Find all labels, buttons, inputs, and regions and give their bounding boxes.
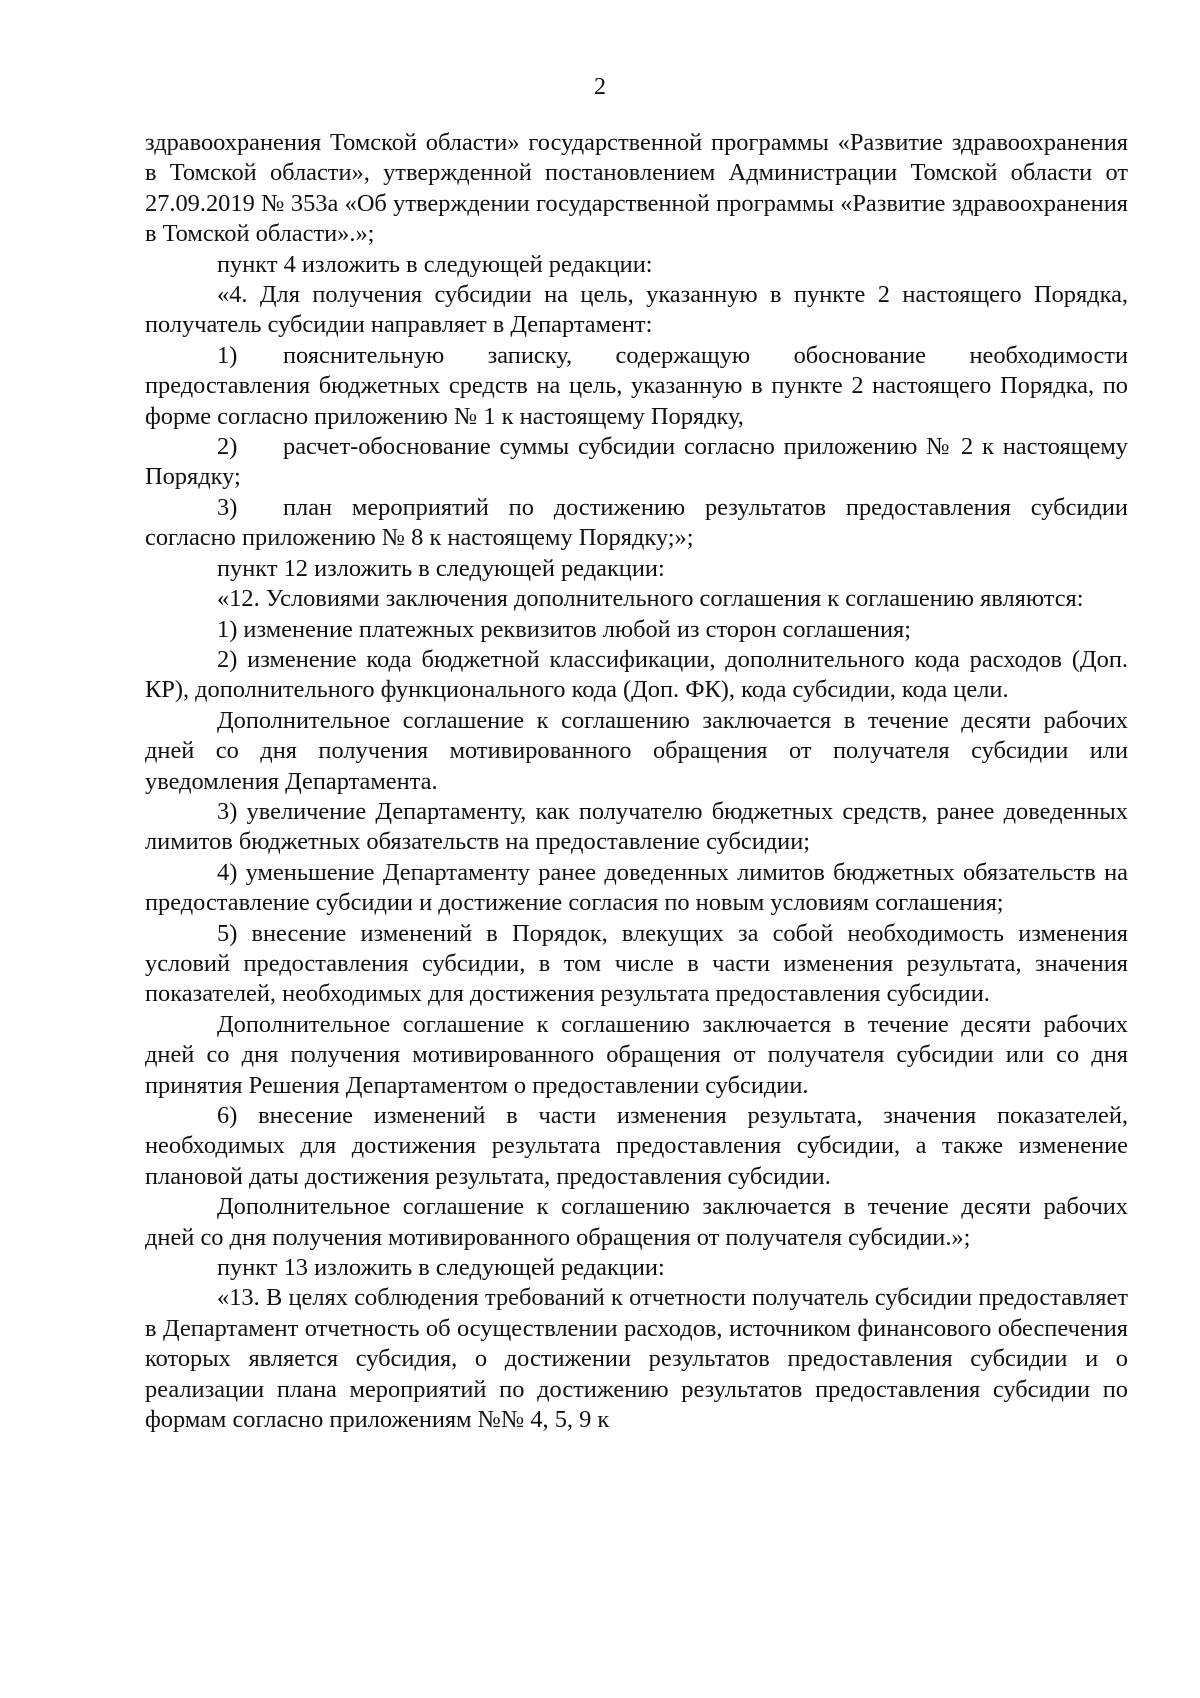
- item-number: 1): [217, 341, 238, 369]
- document-body: [145, 128, 1128, 1435]
- paragraph-17: Дополнительное соглашение к соглашению заключается в течение десяти рабочих дней со дня получения мотивированного обращения от получателя субсидии.»;: [145, 1193, 1128, 1251]
- paragraph-9: 1) изменение платежных реквизитов любой из сторон соглашения;: [217, 615, 912, 643]
- paragraph-2: пункт 4 изложить в следующей редакции:: [217, 250, 653, 278]
- item-text: расчет-обоснование суммы субсидии согласно приложению № 2 к настоящему Порядку;: [145, 433, 1128, 491]
- paragraph-18: пункт 13 изложить в следующей редакции:: [217, 1254, 665, 1282]
- paragraph-10: 2) изменение кода бюджетной классификации, дополнительного кода расходов (Доп. КР), дополнительного функционального кода (Доп. ФК), кода субсидии, кода цели.: [145, 645, 1128, 704]
- paragraph-8: «12. Условиями заключения дополнительного соглашения к соглашению являются:: [217, 585, 1084, 613]
- paragraph-14: 5) внесение изменений в Порядок, влекущих за собой необходимость изменения условий предоставления субсидии, в том числе в части изменения результата, значения показателей, необходимых для достижения результата предоставления субсидии.: [145, 919, 1128, 1008]
- numbered-item-3: [145, 493, 1128, 554]
- paragraph-11: Дополнительное соглашение к соглашению заключается в течение десяти рабочих дней со дня получения мотивированного обращения от получателя субсидии или уведомления Департамента.: [145, 706, 1128, 795]
- page-number: 2: [594, 74, 606, 100]
- item-text: план мероприятий по достижению результатов предоставления субсидии согласно приложению № 8 к настоящему Порядку;»;: [145, 493, 1128, 552]
- numbered-item-2: [145, 432, 1128, 493]
- paragraph-13: 4) уменьшение Департаменту ранее доведенных лимитов бюджетных обязательств на предоставление субсидии и достижение согласия по новым условиям соглашения;: [145, 858, 1128, 917]
- item-text: пояснительную записку, содержащую обоснование необходимости предоставления бюджетных средств на цель, указанную в пункте 2 настоящего Порядка, по форме согласно приложению № 1 к настоящему Порядку,: [145, 341, 1128, 430]
- paragraph-7: пункт 12 изложить в следующей редакции:: [217, 554, 665, 582]
- paragraph-3: «4. Для получения субсидии на цель, указанную в пункте 2 настоящего Порядка, получатель субсидии направляет в Департамент:: [145, 281, 1128, 339]
- paragraph-19: «13. В целях соблюдения требований к отчетности получатель субсидии предоставляет в Департамент отчетность об осуществлении расходов, источником финансового обеспечения которых является субсидия, о достижении результатов предоставления субсидии и о реализации плана мероприятий по достижению результатов предоставления субсидии по формам согласно приложениям №№ 4, 5, 9 к: [145, 1284, 1128, 1434]
- paragraph-16: 6) внесение изменений в части изменения результата, значения показателей, необходимых для достижения результата предоставления субсидии, а также изменение плановой даты достижения результата, предоставления субсидии.: [145, 1102, 1128, 1190]
- item-number: 2): [217, 433, 238, 461]
- paragraph-1: здравоохранения Томской области» государственной программы «Развитие здравоохранения в Томской области», утвержденной постановлением Администрации Томской области от 27.09.2019 № 353а «Об утверждении государственной программы «Развитие здравоохранения в Томской области».»;: [145, 129, 1128, 248]
- numbered-item-1: [145, 341, 1128, 432]
- paragraph-12: 3) увеличение Департаменту, как получателю бюджетных средств, ранее доведенных лимитов бюджетных обязательств на предоставление субсидии;: [145, 797, 1128, 856]
- paragraph-15: Дополнительное соглашение к соглашению заключается в течение десяти рабочих дней со дня получения мотивированного обращения от получателя субсидии или со дня принятия Решения Департаментом о предоставлении субсидии.: [145, 1010, 1128, 1099]
- item-number: 3): [217, 493, 238, 521]
